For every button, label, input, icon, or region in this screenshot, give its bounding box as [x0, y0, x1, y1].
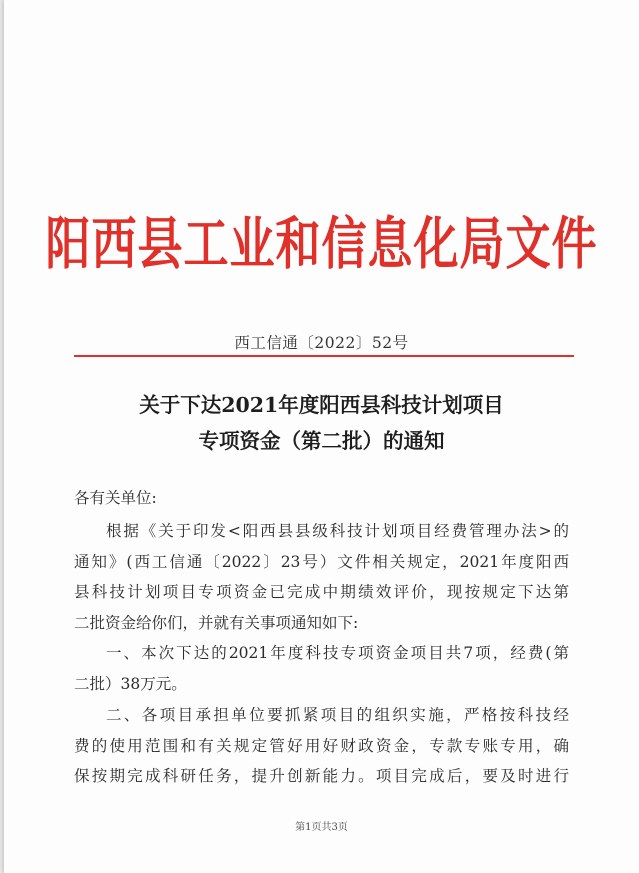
- red-divider-line: [74, 355, 574, 357]
- body-line: 一、本次下达的2021年度科技专项资金项目共7项，经费(第: [106, 644, 569, 662]
- body-line: 通知》(西工信通〔2022〕23号）文件相关规定，2021年度阳西: [74, 553, 569, 571]
- issuer-header: 阳西县工业和信息化局文件: [45, 210, 598, 277]
- document-page: [4, 0, 639, 873]
- notice-title-line-2: 专项资金（第二批）的通知: [198, 429, 445, 453]
- body-line: 二批资金给你们，并就有关事项通知如下:: [74, 614, 359, 632]
- body-line: 保按期完成科研任务，提升创新能力。项目完成后，要及时进行: [74, 767, 569, 785]
- body-line: 二批）38万元。: [74, 675, 187, 693]
- body-line: 根据《关于印发<阳西县县级科技计划项目经费管理办法>的: [106, 522, 569, 540]
- document-number: 西工信通〔2022〕52号: [234, 334, 409, 352]
- body-line: 费的使用范围和有关规定管好用好财政资金，专款专账专用，确: [74, 737, 569, 755]
- body-line: 二、各项目承担单位要抓紧项目的组织实施，严格按科技经: [106, 706, 569, 724]
- body-line: 县科技计划项目专项资金已完成中期绩效评价，现按规定下达第: [74, 583, 569, 601]
- page-number-footer: 第1页共3页: [295, 822, 348, 833]
- salutation: 各有关单位:: [74, 489, 157, 507]
- notice-title-line-1: 关于下达2021年度阳西县科技计划项目: [139, 393, 504, 417]
